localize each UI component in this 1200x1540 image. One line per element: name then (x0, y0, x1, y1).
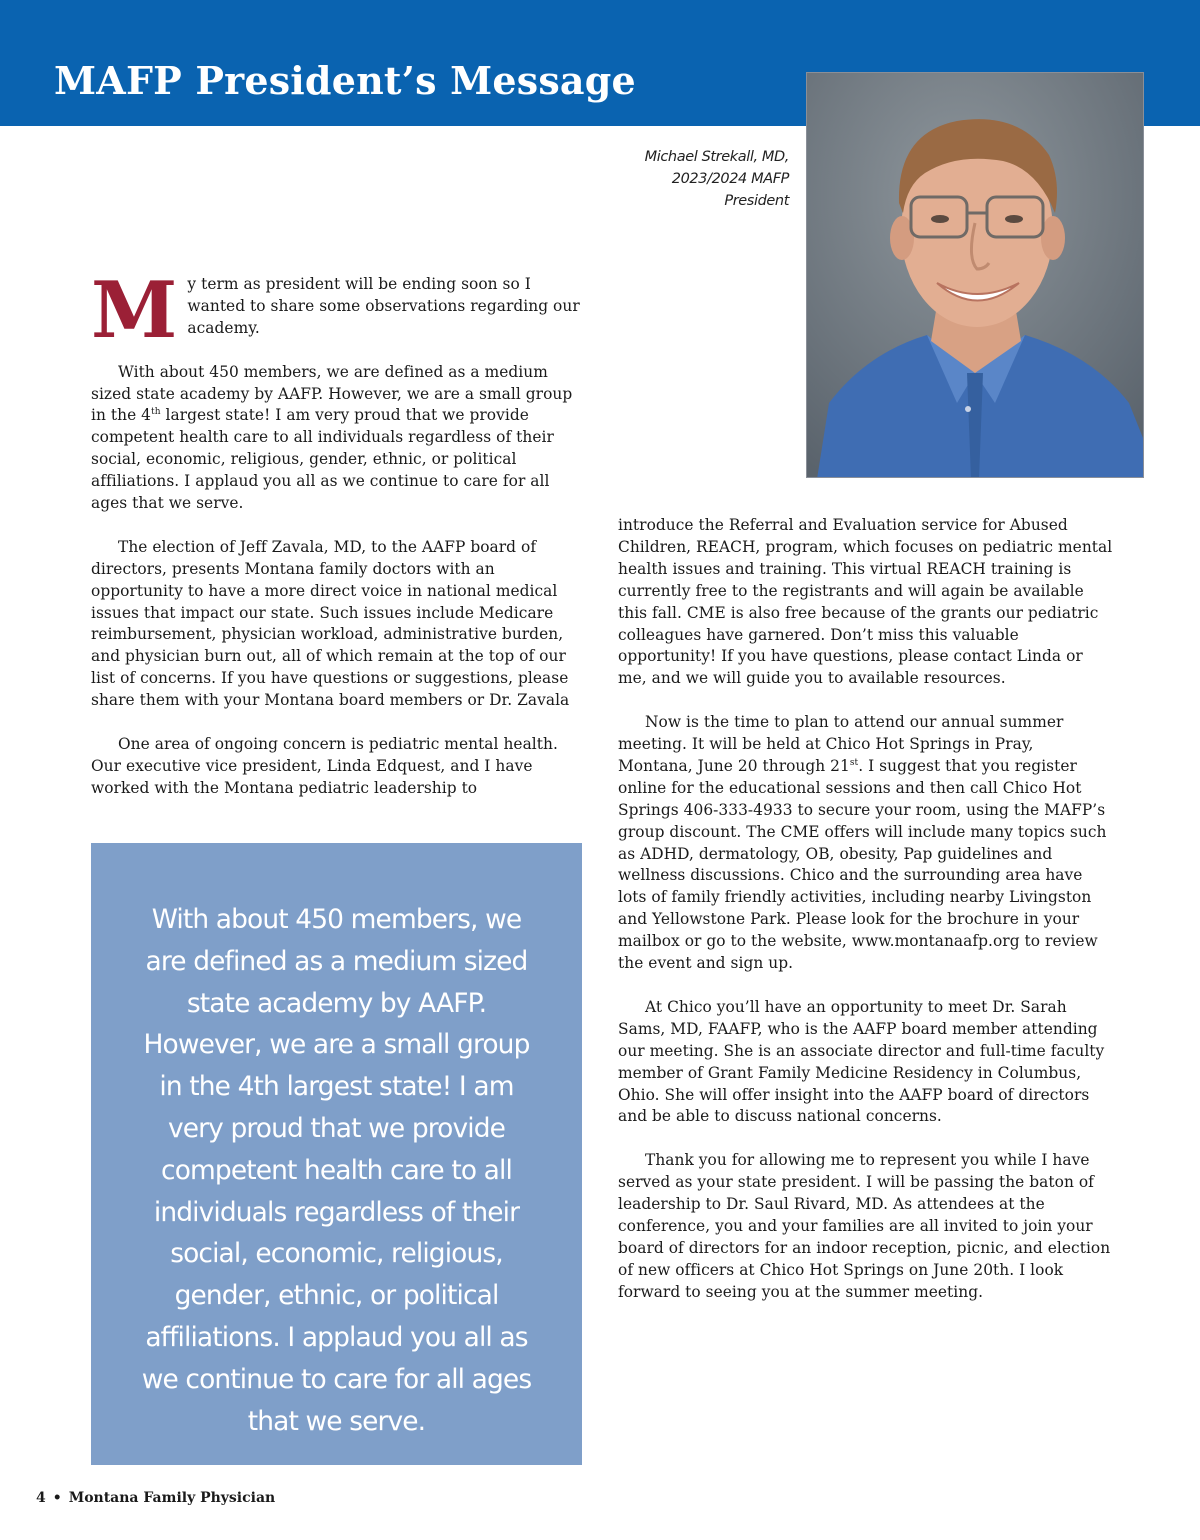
paragraph-text: . I suggest that you register online for the educational sessions and then call Chico Hot Springs 406-333-4933 to secure your room, using the MAFP’s group discount. The CME offers will include many topics such as ADHD, dermatology, OB, obesity, Pap guidelines and wellness discussions. Chico and the surrounding area have lots of family friendly activities, including nearby Livingston and Yellowstone Park. Please look for the brochure in your mailbox or go to the website, www.montanaafp.org to review the event and sign up. (618, 756, 1107, 973)
paragraph-summer-meeting (618, 712, 1113, 975)
photo-caption (590, 146, 789, 212)
caption-line: Michael Strekall, MD, (644, 149, 789, 165)
paragraph-membership (91, 362, 581, 515)
paragraph-pediatric-continued: introduce the Referral and Evaluation service for Abused Children, REACH, program, which focuses on pediatric mental health issues and training. This virtual REACH training is currently free to the registrants and will again be available this fall. CME is also free because of the grants our pediatric colleagues have garnered. Don’t miss this valuable opportunity! If you have questions, please contact Linda or me, and we will guide you to available resources. (618, 516, 1113, 688)
caption-line: President (724, 193, 789, 209)
intro-text: y term as president will be ending soon so I wanted to share some observations regarding our academy. (187, 275, 580, 337)
publication-name: Montana Family Physician (68, 1490, 276, 1506)
paragraph-thanks: Thank you for allowing me to represent you while I have served as your state president. I will be passing the baton of leadership to Dr. Saul Rivard, MD. As attendees at the conference, you and your families are all invited to join your board of directors for an indoor reception, picnic, and election of new officers at Chico Hot Springs on June 20th. I look forward to seeing you at the summer meeting. (618, 1151, 1111, 1301)
paragraph-text: Now is the time to plan to attend our annual summer meeting. It will be held at Chico Hot Springs in Pray, Montana, June 20 through 21 (618, 713, 1064, 775)
paragraph-election: The election of Jeff Zavala, MD, to the AAFP board of directors, presents Montana family doctors with an opportunity to have a more direct voice in national medical issues that impact our state. Such issues include Medicare reimbursement, physician workload, administrative burden, and physician burn out, all of which remain at the top of our list of concerns. If you have questions or suggestions, please share them with your Montana board members or Dr. Zavala (91, 537, 570, 710)
pull-quote-box (91, 843, 582, 1465)
paragraph-chico: At Chico you’ll have an opportunity to meet Dr. Sarah Sams, MD, FAAFP, who is the AAFP board member attending our meeting. She is an associate director and full-time faculty member of Grant Family Medicine Residency in Columbus, Ohio. She will offer insight into the AAFP board of directors and be able to discuss national concerns. (618, 997, 1105, 1126)
intro-paragraph (91, 265, 581, 356)
article-right-column (618, 515, 1113, 1325)
page-footer (36, 1490, 275, 1506)
paragraph-text: With about 450 members, we are defined as a medium sized state academy by AAFP. However, we are a small group in the 4 (91, 362, 573, 425)
superscript: st (849, 757, 859, 768)
caption-line: 2023/2024 MAFP (671, 171, 789, 187)
superscript: th (151, 407, 161, 418)
pull-quote-text: With about 450 members, we are defined as a medium sized state academy by AAFP. However, we are a small group in the 4th largest state! I am very proud that we provide competent health care to all individuals regardless of their social, economic, religious, gender, ethnic, or political affiliations. I applaud you all as we continue to care for all ages that we serve. (141, 904, 532, 1437)
footer-separator: • (52, 1490, 62, 1506)
president-portrait-photo (806, 72, 1144, 478)
page-title: MAFP President’s Message (54, 58, 636, 103)
drop-cap: M (91, 265, 178, 356)
paragraph-pediatric: One area of ongoing concern is pediatric mental health. Our executive vice president, Linda Edquest, and I have worked with the Montana pediatric leadership to (91, 734, 558, 797)
page-number: 4 (36, 1490, 46, 1506)
portrait-icon (807, 73, 1144, 478)
paragraph-text: largest state! I am very proud that we provide competent health care to all individuals regardless of their social, economic, religious, gender, ethnic, or political affiliations. I applaud you all as we continue to care for all ages that we serve. (91, 406, 554, 513)
article-left-column (91, 265, 581, 822)
